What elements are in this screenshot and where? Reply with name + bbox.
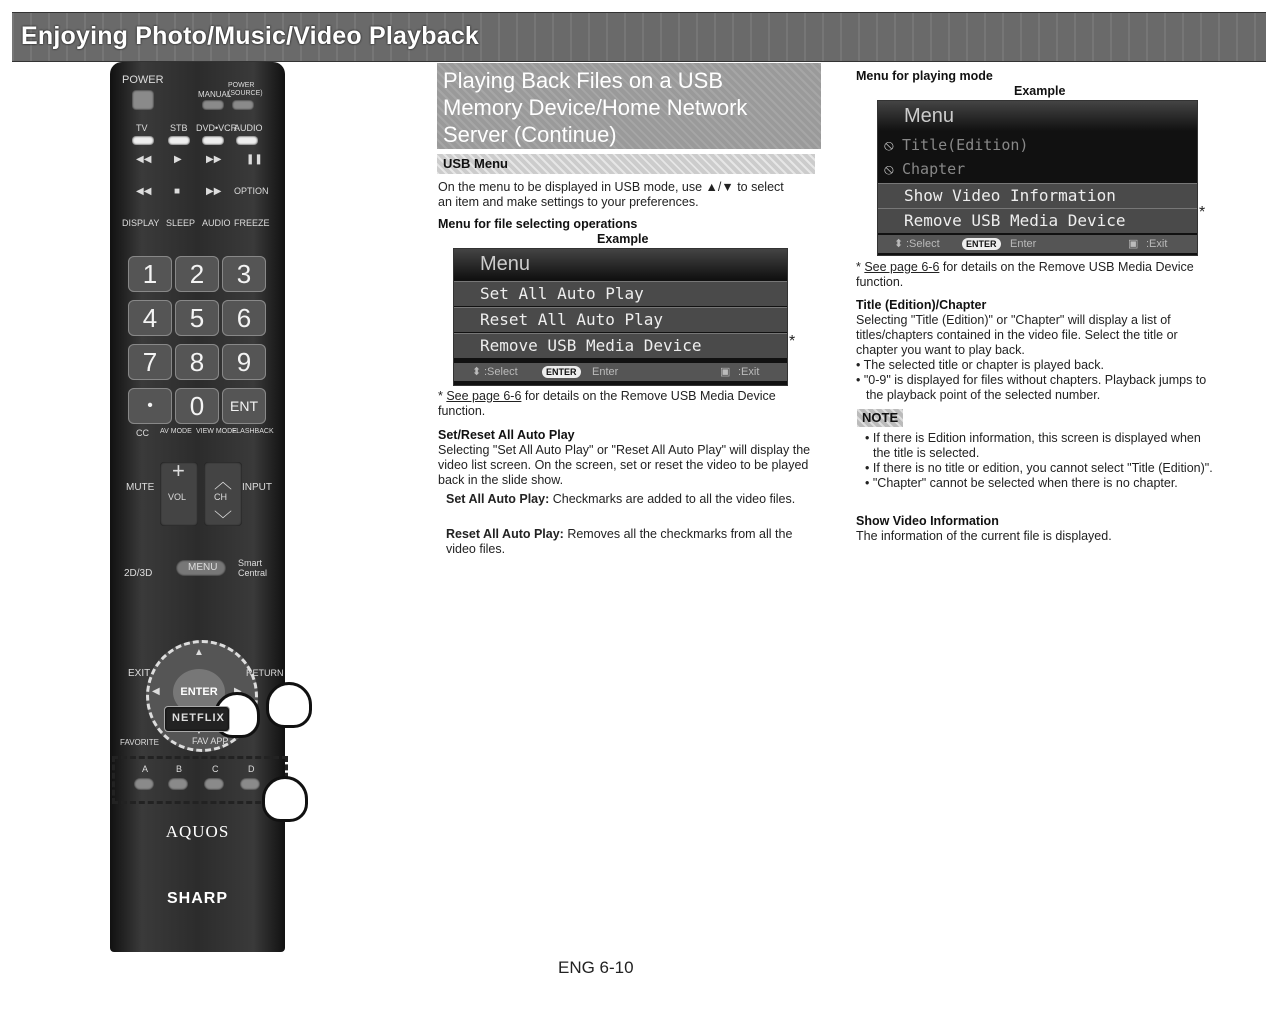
menu-example-playing-mode — [877, 100, 1198, 256]
menu-item-remove-usb: Remove USB Media Device — [878, 208, 1197, 233]
stop-icon: ■ — [174, 186, 181, 197]
bullet-text: "Chapter" cannot be selected when there is no chapter. — [872, 476, 1178, 490]
freeze-label: FREEZE — [234, 218, 270, 228]
page-banner — [12, 12, 1266, 62]
pause-icon: ❚❚ — [246, 154, 263, 165]
digit-7-button: 7 — [128, 344, 172, 380]
fav-app-label: FAV APP — [192, 736, 229, 746]
section-title: Playing Back Files on a USB Memory Device/Home Network Server (Continue) — [443, 68, 748, 147]
d-label: D — [248, 764, 255, 774]
enter-hint: Enter — [1010, 238, 1037, 250]
audio-label: AUDIO — [202, 218, 231, 228]
section-title-bar — [437, 63, 821, 149]
enter-pill: ENTER — [542, 366, 581, 378]
tv-label: TV — [136, 123, 148, 133]
see-page-note — [438, 389, 788, 419]
set-all-auto-play-text: Checkmarks are added to all the video files. — [549, 492, 796, 506]
title-edition-label: Title(Edition) — [902, 136, 1029, 154]
title-chapter-paragraph: Selecting "Title (Edition)" or "Chapter" will display a list of titles/chapters contained in the video file. Select the title or chapter you want to play back. — [856, 313, 1178, 357]
pointing-hand-icon — [262, 776, 308, 822]
intro-paragraph: On the menu to be displayed in USB mode, use ▲/▼ to select an item and make settings to your preferences. — [438, 180, 784, 209]
aquos-logo: AQUOS — [165, 822, 230, 841]
list-item: • If there is Edition information, this screen is displayed when the title is selected. — [865, 431, 1201, 460]
digit-2-button: 2 — [175, 256, 219, 292]
select-hint: :Select — [906, 238, 940, 250]
asterisk: * — [856, 260, 865, 274]
menu-item-remove-usb: Remove USB Media Device — [454, 333, 787, 358]
netflix-label: NETFLIX — [172, 712, 225, 724]
skip-forward-icon: ▶▶ — [206, 186, 222, 197]
title-chapter-heading: Title (Edition)/Chapter — [856, 298, 987, 312]
dvd-vcr-button — [202, 136, 224, 145]
menu-item-reset-all-auto-play: Reset All Auto Play — [454, 307, 787, 332]
digit-9-button: 9 — [222, 344, 266, 380]
example-label-right: Example — [1014, 84, 1066, 98]
asterisk-mark: * — [789, 333, 796, 350]
menu-title: Menu — [878, 101, 1197, 131]
digit-0-button: 0 — [175, 388, 219, 424]
prohibited-icon: ⦸ — [884, 136, 894, 154]
usb-menu-bar — [437, 154, 815, 174]
menu-item-chapter-disabled — [878, 157, 1197, 181]
show-video-info-heading: Show Video Information — [856, 514, 999, 528]
digit-4-button: 4 — [128, 300, 172, 336]
asterisk: * — [438, 389, 447, 403]
enter-hint: Enter — [592, 366, 619, 378]
updown-icon: ⬍ — [894, 238, 904, 250]
stb-button — [168, 136, 190, 145]
enter-button: ENTER — [173, 669, 225, 715]
menu-item-show-video-info: Show Video Information — [878, 183, 1197, 208]
c-button — [204, 778, 224, 790]
menu-item-set-all-auto-play: Set All Auto Play — [454, 281, 787, 306]
power-source-button — [232, 100, 254, 110]
note-badge — [857, 409, 903, 427]
banner-title: Enjoying Photo/Music/Video Playback — [21, 22, 480, 50]
updown-icon: ⬍ — [472, 366, 482, 378]
file-ops-heading: Menu for file selecting operations — [438, 217, 638, 231]
dvd-vcr-label: DVD•VCR — [196, 123, 238, 133]
2d3d-label: 2D/3D — [124, 568, 153, 579]
note-label: NOTE — [862, 410, 899, 425]
chevron-down-icon: ﹀ — [214, 510, 232, 530]
audio-source-button — [236, 136, 258, 145]
page-number: ENG 6-10 — [558, 958, 634, 977]
chapter-label: Chapter — [902, 160, 966, 178]
set-reset-heading: Set/Reset All Auto Play — [438, 428, 575, 442]
title-bullet-list — [856, 358, 1216, 403]
set-reset-paragraph: Selecting "Set All Auto Play" or "Reset All Auto Play" will display the video list screen. On the screen, set or reset the video to be played back in the slide show. — [438, 443, 811, 487]
bullet-text: The selected title or chapter is played back. — [863, 358, 1105, 372]
power-button — [132, 90, 154, 110]
chevron-up-icon: ︿ — [214, 472, 232, 492]
list-item: • "0-9" is displayed for files without chapters. Playback jumps to the playback point of the selected number. — [856, 373, 1207, 402]
digit-1-button: 1 — [128, 256, 172, 292]
fast-forward-icon: ▶▶ — [206, 154, 222, 165]
stb-label: STB — [170, 123, 188, 133]
dot-button: • — [128, 388, 172, 424]
return-label: RETURN — [246, 668, 284, 678]
menu-footer — [878, 235, 1197, 253]
exit-hint: :Exit — [1146, 238, 1168, 250]
sharp-logo: SHARP — [166, 890, 228, 907]
bullet-text: If there is no title or edition, you cannot select "Title (Edition)". — [872, 461, 1213, 475]
see-page-text: for details on the Remove USB Media Device function. — [438, 389, 776, 418]
menu-footer — [454, 363, 787, 381]
manual-button — [202, 100, 224, 110]
playing-mode-heading: Menu for playing mode — [856, 69, 993, 83]
favorite-label: FAVORITE — [120, 738, 159, 747]
flashback-label: FLASHBACK — [232, 428, 274, 435]
prohibited-icon: ⦸ — [884, 160, 894, 178]
list-item: • If there is no title or edition, you cannot select "Title (Edition)". — [865, 461, 1213, 475]
see-page-link[interactable]: See page 6-6 — [864, 260, 940, 274]
arrow-up-icon: ▲ — [194, 647, 204, 658]
show-video-info-paragraph: The information of the current file is displayed. — [856, 529, 1112, 543]
see-page-note-right — [856, 260, 1206, 290]
smart-central-label: Smart Central — [238, 558, 268, 578]
set-all-auto-play-desc — [433, 492, 812, 507]
rewind-icon: ◀◀ — [136, 154, 152, 165]
usb-menu-title: USB Menu — [443, 156, 508, 171]
menu-example-file-ops — [453, 248, 788, 386]
see-page-link[interactable]: See page 6-6 — [446, 389, 522, 403]
arrow-left-icon: ◀ — [152, 686, 160, 697]
ent-button: ENT — [222, 388, 266, 424]
sleep-label: SLEEP — [166, 218, 196, 228]
cc-label: CC — [136, 428, 149, 438]
bullet-text: "0-9" is displayed for files without chapters. Playback jumps to the playback point of the selected number. — [863, 373, 1207, 402]
mute-label: MUTE — [126, 482, 155, 493]
list-item: • "Chapter" cannot be selected when there is no chapter. — [865, 476, 1178, 490]
exit-key-icon: ▣ — [1128, 238, 1139, 250]
menu-item-title-edition-disabled — [878, 133, 1197, 157]
example-label: Example — [597, 232, 649, 246]
manual-label: MANUAL — [198, 90, 232, 99]
b-button — [168, 778, 188, 790]
c-label: C — [212, 764, 219, 774]
a-button — [134, 778, 154, 790]
bullet-text: If there is Edition information, this screen is displayed when the title is selected. — [872, 431, 1201, 460]
audio-source-label: AUDIO — [234, 123, 263, 133]
option-label: OPTION — [234, 186, 269, 196]
b-label: B — [176, 764, 183, 774]
see-page-text: for details on the Remove USB Media Device function. — [856, 260, 1194, 289]
enter-pill: ENTER — [962, 238, 1001, 250]
menu-label: MENU — [188, 562, 218, 573]
digit-3-button: 3 — [222, 256, 266, 292]
vol-label: VOL — [168, 492, 187, 502]
digit-6-button: 6 — [222, 300, 266, 336]
tv-button — [132, 136, 154, 145]
digit-8-button: 8 — [175, 344, 219, 380]
reset-all-auto-play-desc — [446, 527, 812, 557]
av-mode-label: AV MODE — [160, 428, 192, 435]
select-hint: :Select — [484, 366, 518, 378]
reset-all-auto-play-term: Reset All Auto Play: — [446, 527, 564, 541]
input-label: INPUT — [242, 482, 272, 493]
menu-title: Menu — [454, 249, 787, 279]
pointing-hand-icon — [266, 682, 312, 728]
list-item: • The selected title or chapter is played back. — [856, 358, 1105, 372]
digit-5-button: 5 — [175, 300, 219, 336]
note-bullet-list — [861, 431, 1221, 491]
plus-icon: + — [172, 458, 185, 483]
ch-label: CH — [214, 492, 227, 502]
exit-hint: :Exit — [738, 366, 760, 378]
remote-control-illustration — [110, 62, 285, 952]
display-label: DISPLAY — [122, 218, 160, 228]
view-mode-label: VIEW MODE — [196, 428, 237, 435]
exit-label: EXIT — [128, 668, 151, 679]
power-label: POWER — [122, 74, 164, 86]
exit-key-icon: ▣ — [720, 366, 731, 378]
reset-all-auto-play-text: Removes all the checkmarks from all the video files. — [446, 527, 793, 556]
asterisk-mark: * — [1199, 204, 1206, 221]
d-button — [240, 778, 260, 790]
set-all-auto-play-term: Set All Auto Play: — [446, 492, 550, 506]
skip-back-icon: ◀◀ — [136, 186, 152, 197]
play-icon: ▶ — [174, 154, 182, 165]
power-source-label: POWER (SOURCE) — [228, 82, 263, 97]
a-label: A — [142, 764, 149, 774]
